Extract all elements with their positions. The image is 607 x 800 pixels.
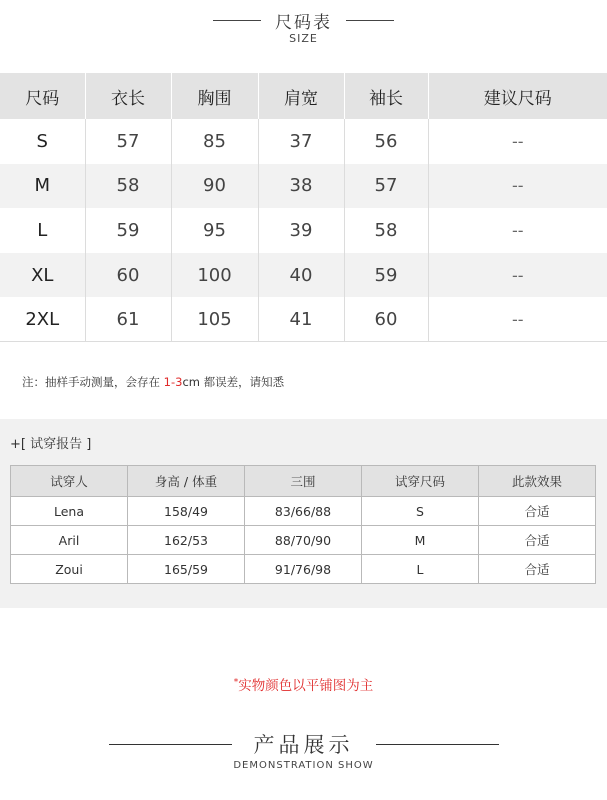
measurements-cell: 83/66/88	[245, 497, 362, 526]
recommended-cell: --	[428, 119, 607, 164]
measurements-cell: 91/76/98	[245, 555, 362, 584]
report-table	[10, 465, 596, 584]
chest-cell: 85	[171, 119, 258, 164]
length-cell: 59	[85, 208, 171, 253]
tester-cell: Aril	[11, 526, 128, 555]
table-row	[11, 555, 596, 584]
fit-result-cell: 合适	[479, 497, 596, 526]
chest-cell: 100	[171, 253, 258, 298]
table-row	[11, 526, 596, 555]
header-recommended: 建议尺码	[428, 73, 607, 119]
size-chart-header	[0, 0, 607, 60]
fit-result-cell: 合适	[479, 526, 596, 555]
chest-cell: 95	[171, 208, 258, 253]
table-row	[11, 497, 596, 526]
try-on-report	[0, 419, 607, 608]
table-row	[0, 297, 607, 342]
sleeve-cell: 59	[344, 253, 428, 298]
header-tester: 试穿人	[11, 466, 128, 497]
length-cell: 58	[85, 164, 171, 209]
demo-title-row	[0, 730, 607, 758]
sleeve-cell: 60	[344, 297, 428, 342]
measurement-note	[22, 374, 284, 390]
header-chest: 胸围	[171, 73, 258, 119]
size-chart-title: 尺码表	[275, 12, 332, 33]
demo-subtitle: DEMONSTRATION SHOW	[233, 760, 374, 771]
measurements-cell: 88/70/90	[245, 526, 362, 555]
note-suffix: cm 都误差，请知悉	[182, 375, 285, 389]
size-cell: XL	[0, 253, 85, 298]
size-cell: S	[0, 119, 85, 164]
color-footnote	[0, 674, 607, 694]
length-cell: 60	[85, 253, 171, 298]
height-weight-cell: 158/49	[128, 497, 245, 526]
header-sleeve: 袖长	[344, 73, 428, 119]
footnote-text: 实物颜色以平铺图为主	[238, 678, 374, 694]
shoulder-cell: 40	[258, 253, 344, 298]
demonstration-header	[0, 730, 607, 780]
height-weight-cell: 162/53	[128, 526, 245, 555]
title-divider-right	[346, 20, 394, 21]
header-height-weight: 身高 / 体重	[128, 466, 245, 497]
height-weight-cell: 165/59	[128, 555, 245, 584]
tried-size-cell: S	[362, 497, 479, 526]
header-fit-result: 此款效果	[479, 466, 596, 497]
size-cell: 2XL	[0, 297, 85, 342]
note-prefix: 注：抽样手动测量，会存在	[22, 375, 164, 389]
report-heading: +[ 试穿报告 ]	[10, 437, 92, 452]
shoulder-cell: 37	[258, 119, 344, 164]
sleeve-cell: 56	[344, 119, 428, 164]
tried-size-cell: M	[362, 526, 479, 555]
header-shoulder: 肩宽	[258, 73, 344, 119]
recommended-cell: --	[428, 164, 607, 209]
demo-divider-left	[109, 744, 232, 745]
header-size: 尺码	[0, 73, 85, 119]
sleeve-cell: 57	[344, 164, 428, 209]
table-row	[0, 253, 607, 298]
tester-cell: Lena	[11, 497, 128, 526]
header-length: 衣长	[85, 73, 171, 119]
demo-divider-right	[376, 744, 499, 745]
size-title-row	[0, 8, 607, 32]
recommended-cell: --	[428, 297, 607, 342]
recommended-cell: --	[428, 208, 607, 253]
chest-cell: 105	[171, 297, 258, 342]
header-measurements: 三围	[245, 466, 362, 497]
recommended-cell: --	[428, 253, 607, 298]
note-range: 1-3	[163, 375, 183, 389]
header-tried-size: 试穿尺码	[362, 466, 479, 497]
length-cell: 61	[85, 297, 171, 342]
report-header-row	[11, 466, 596, 497]
length-cell: 57	[85, 119, 171, 164]
shoulder-cell: 38	[258, 164, 344, 209]
chest-cell: 90	[171, 164, 258, 209]
size-table-header-row	[0, 73, 607, 119]
title-divider-left	[213, 20, 261, 21]
shoulder-cell: 39	[258, 208, 344, 253]
size-cell: L	[0, 208, 85, 253]
shoulder-cell: 41	[258, 297, 344, 342]
size-cell: M	[0, 164, 85, 209]
tester-cell: Zoui	[11, 555, 128, 584]
sleeve-cell: 58	[344, 208, 428, 253]
footnote-star: *	[233, 677, 239, 688]
size-chart-subtitle: SIZE	[289, 32, 318, 45]
tried-size-cell: L	[362, 555, 479, 584]
table-row	[0, 119, 607, 164]
table-row	[0, 208, 607, 253]
fit-result-cell: 合适	[479, 555, 596, 584]
demo-title: 产品展示	[253, 733, 354, 757]
size-table	[0, 73, 607, 342]
table-row	[0, 164, 607, 209]
